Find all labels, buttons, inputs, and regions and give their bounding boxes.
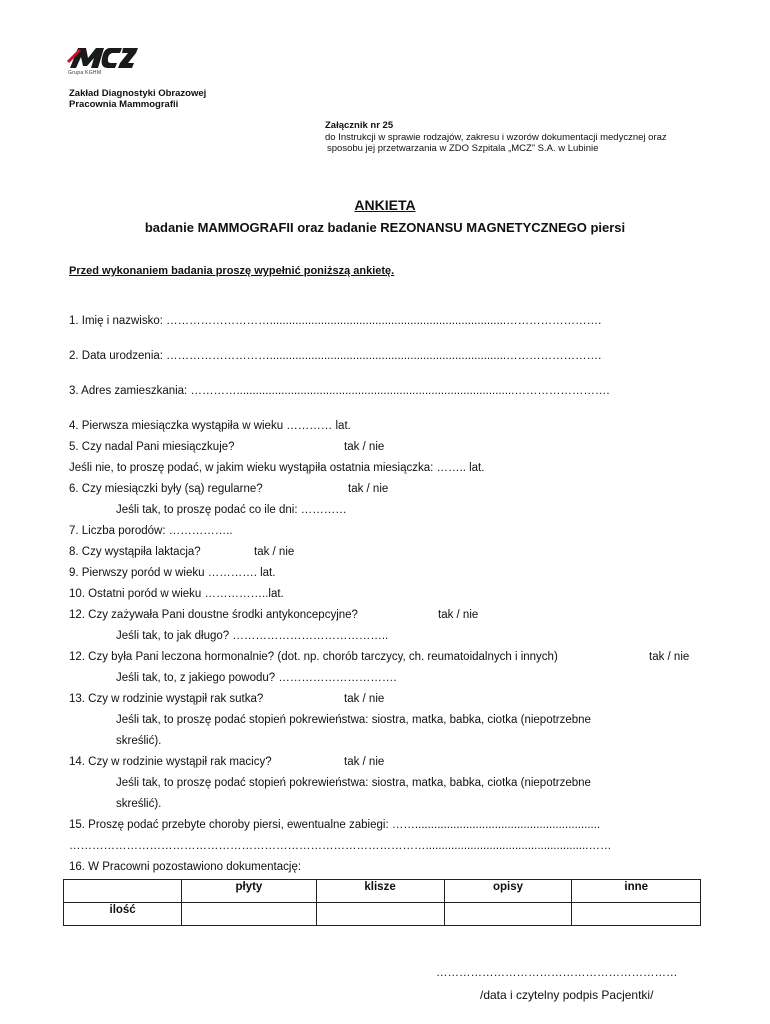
form-title: ANKIETA bbox=[354, 197, 416, 213]
answer-options[interactable]: tak / nie bbox=[254, 546, 295, 558]
question-name[interactable]: 1. Imię i nazwisko: ………………………..........................................................................……………………. bbox=[69, 315, 602, 327]
table-input-cell[interactable] bbox=[182, 903, 316, 926]
question-last-menstruation[interactable]: Jeśli nie, to proszę podać, w jakim wieku wystąpiła ostatnia miesiączka: …….. lat. bbox=[69, 462, 485, 474]
question-contraceptives: 12. Czy zażywała Pani doustne środki antykoncepcyjne? bbox=[69, 609, 358, 621]
question-still-menstruating: 5. Czy nadal Pani miesiączkuje? bbox=[69, 441, 235, 453]
table-input-cell[interactable] bbox=[444, 903, 572, 926]
question-uterine-cancer-family: 14. Czy w rodzinie wystąpił rak macicy? bbox=[69, 756, 272, 768]
question-last-birth-age[interactable]: 10. Ostatni poród w wieku ……………..lat. bbox=[69, 588, 284, 600]
question-hormonal-treatment: 12. Czy była Pani leczona hormonalnie? (dot. np. chorób tarczycy, ch. reumatoidalnych i innych) bbox=[69, 651, 558, 663]
question-breast-diseases[interactable]: 15. Proszę podać przebyte choroby piersi, ewentualne zabiegi: …….......................................................... bbox=[69, 819, 601, 831]
department-name: Zakład Diagnostyki Obrazowej bbox=[69, 88, 207, 99]
table-row bbox=[64, 903, 701, 926]
question-kinship-note-cont: skreślić). bbox=[116, 798, 162, 810]
form-instruction: Przed wykonaniem badania proszę wypełnić poniższą ankietę. bbox=[69, 265, 395, 277]
answer-options[interactable]: tak / nie bbox=[344, 693, 385, 705]
table-input-cell[interactable] bbox=[572, 903, 701, 926]
attachment-line-1: do Instrukcji w sprawie rodzajów, zakresu i wzorów dokumentacji medycznej oraz bbox=[325, 132, 667, 143]
question-birthdate[interactable]: 2. Data urodzenia: ………………………..........................................................................……………………. bbox=[69, 350, 602, 362]
table-header-cell: klisze bbox=[316, 880, 444, 903]
answer-options[interactable]: tak / nie bbox=[344, 756, 385, 768]
question-kinship-note: Jeśli tak, to proszę podać stopień pokrewieństwa: siostra, matka, babka, ciotka (niepotrzebne bbox=[116, 714, 591, 726]
form-subtitle: badanie MAMMOGRAFII oraz badanie REZONANSU MAGNETYCZNEGO piersi bbox=[144, 220, 626, 235]
signature-label: /data i czytelny podpis Pacjentki/ bbox=[480, 988, 654, 1002]
answer-options[interactable]: tak / nie bbox=[438, 609, 479, 621]
question-address[interactable]: 3. Adres zamieszkania: ………….......................................................................................……………………. bbox=[69, 385, 610, 397]
logo-subtitle: Grupa KGHM bbox=[68, 70, 102, 76]
table-header-cell: inne bbox=[572, 880, 701, 903]
question-documentation: 16. W Pracowni pozostawiono dokumentację: bbox=[69, 861, 302, 873]
unit-name: Pracownia Mammografii bbox=[69, 99, 179, 110]
table-input-cell[interactable] bbox=[316, 903, 444, 926]
question-treatment-reason[interactable]: Jeśli tak, to, z jakiego powodu? …………………………. bbox=[116, 672, 397, 684]
attachment-title: Załącznik nr 25 bbox=[325, 120, 394, 131]
question-first-birth-age[interactable]: 9. Pierwszy poród w wieku …………. lat. bbox=[69, 567, 276, 579]
attachment-line-2: sposobu jej przetwarzania w ZDO Szpitala „MCZ” S.A. w Lubinie bbox=[327, 143, 599, 154]
table-header-row bbox=[64, 880, 701, 903]
question-breast-diseases-cont[interactable]: …………………………………………………………………………………...................................................…… bbox=[69, 840, 612, 852]
question-kinship-note: Jeśli tak, to proszę podać stopień pokrewieństwa: siostra, matka, babka, ciotka (niepotrzebne bbox=[116, 777, 591, 789]
question-kinship-note-cont: skreślić). bbox=[116, 735, 162, 747]
question-lactation: 8. Czy wystąpiła laktacja? bbox=[69, 546, 201, 558]
question-contraceptives-duration[interactable]: Jeśli tak, to jak długo? ………………………………….. bbox=[116, 630, 389, 642]
table-header-cell: płyty bbox=[182, 880, 316, 903]
question-first-menstruation[interactable]: 4. Pierwsza miesiączka wystąpiła w wieku ………… lat. bbox=[69, 420, 351, 432]
question-breast-cancer-family: 13. Czy w rodzinie wystąpił rak sutka? bbox=[69, 693, 264, 705]
question-births-count[interactable]: 7. Liczba porodów: …………….. bbox=[69, 525, 233, 537]
table-header-cell bbox=[64, 880, 182, 903]
answer-options[interactable]: tak / nie bbox=[649, 651, 690, 663]
table-row-label: ilość bbox=[64, 903, 182, 926]
signature-line[interactable]: ……………………………………………………… bbox=[436, 967, 678, 979]
table-header-cell: opisy bbox=[444, 880, 572, 903]
documentation-table bbox=[63, 879, 701, 926]
answer-options[interactable]: tak / nie bbox=[344, 441, 385, 453]
answer-options[interactable]: tak / nie bbox=[348, 483, 389, 495]
question-regular-cycle: 6. Czy miesiączki były (są) regularne? bbox=[69, 483, 263, 495]
question-cycle-length[interactable]: Jeśli tak, to proszę podać co ile dni: ………… bbox=[116, 504, 347, 516]
